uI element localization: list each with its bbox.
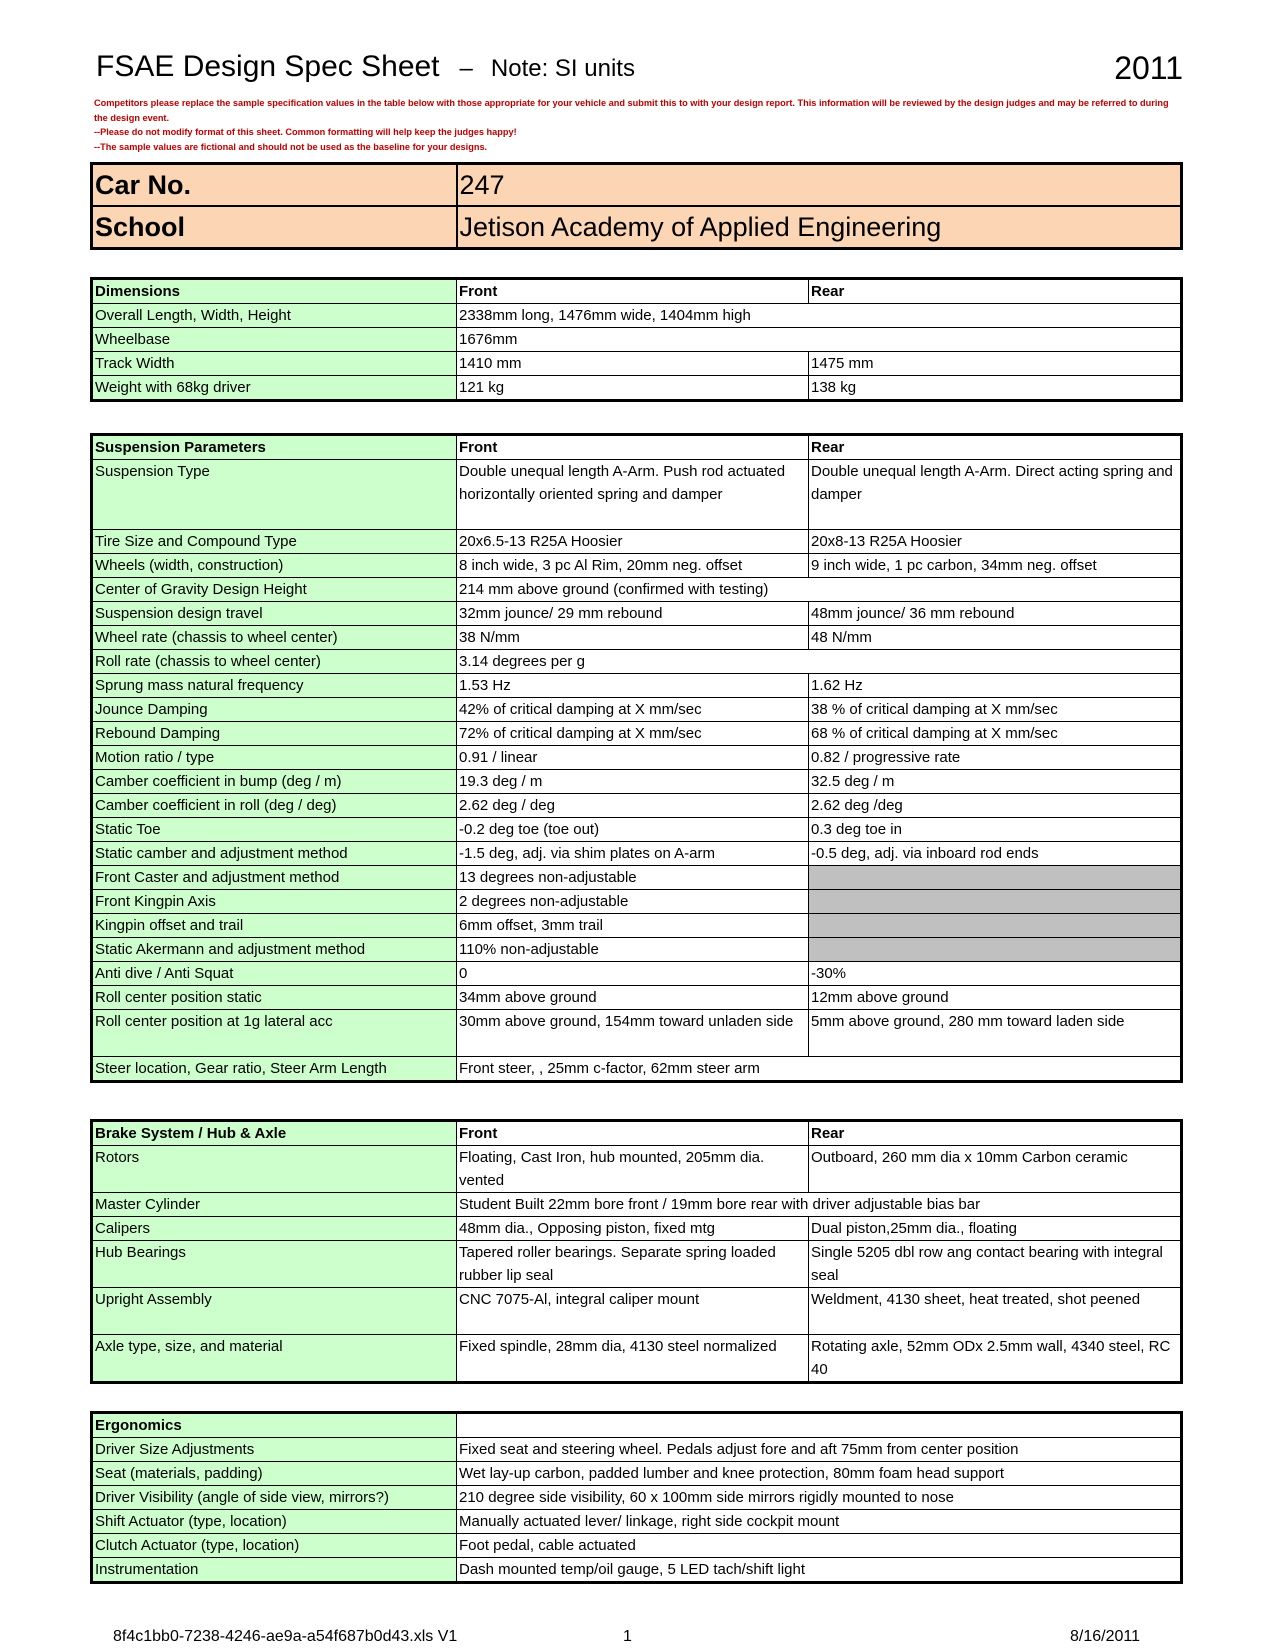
spec-row bbox=[92, 1486, 1182, 1510]
title-text: FSAE Design Spec Sheet bbox=[96, 50, 440, 83]
rear-value: 1475 mm bbox=[809, 352, 1182, 376]
rear-value: 138 kg bbox=[809, 376, 1182, 401]
front-value: 38 N/mm bbox=[457, 626, 809, 650]
footer-filename: 8f4c1bb0-7238-4246-ae9a-a54f687b0d43.xls V1 bbox=[113, 1628, 458, 1645]
car-number-value: 247 bbox=[457, 164, 1182, 207]
spec-value: 210 degree side visibility, 60 x 100mm side mirrors rigidly mounted to nose bbox=[457, 1486, 1182, 1510]
rear-value: Weldment, 4130 sheet, heat treated, shot peened bbox=[809, 1288, 1182, 1335]
page-title bbox=[96, 50, 635, 84]
spec-label: Clutch Actuator (type, location) bbox=[92, 1534, 457, 1558]
footer-page-number: 1 bbox=[623, 1628, 632, 1645]
front-value: -0.2 deg toe (toe out) bbox=[457, 818, 809, 842]
spec-label: Rebound Damping bbox=[92, 722, 457, 746]
spec-row bbox=[92, 650, 1182, 674]
spec-value: 214 mm above ground (confirmed with testing) bbox=[457, 578, 1182, 602]
section-header-row bbox=[92, 279, 1182, 304]
suspension-parameters-table bbox=[90, 433, 1183, 1083]
rear-value: 2.62 deg /deg bbox=[809, 794, 1182, 818]
spec-label: Motion ratio / type bbox=[92, 746, 457, 770]
rear-value: 20x8-13 R25A Hoosier bbox=[809, 530, 1182, 554]
spec-row bbox=[92, 578, 1182, 602]
spec-label: Jounce Damping bbox=[92, 698, 457, 722]
spec-row bbox=[92, 842, 1182, 866]
spec-row bbox=[92, 1534, 1182, 1558]
spec-row bbox=[92, 352, 1182, 376]
spec-row bbox=[92, 460, 1182, 530]
spec-row bbox=[92, 866, 1182, 890]
spec-label: Sprung mass natural frequency bbox=[92, 674, 457, 698]
spec-label: Calipers bbox=[92, 1217, 457, 1241]
section-title: Ergonomics bbox=[92, 1413, 457, 1438]
rear-value-na bbox=[809, 914, 1182, 938]
spec-row bbox=[92, 328, 1182, 352]
front-value: 110% non-adjustable bbox=[457, 938, 809, 962]
spec-label: Hub Bearings bbox=[92, 1241, 457, 1288]
front-value: Tapered roller bearings. Separate spring loaded rubber lip seal bbox=[457, 1241, 809, 1288]
spec-value: Foot pedal, cable actuated bbox=[457, 1534, 1182, 1558]
spec-value: 3.14 degrees per g bbox=[457, 650, 1182, 674]
front-value: CNC 7075-Al, integral caliper mount bbox=[457, 1288, 809, 1335]
brake-system-hub-axle-table bbox=[90, 1119, 1183, 1384]
front-value: 1410 mm bbox=[457, 352, 809, 376]
front-value: 48mm dia., Opposing piston, fixed mtg bbox=[457, 1217, 809, 1241]
spec-value: 2338mm long, 1476mm wide, 1404mm high bbox=[457, 304, 1182, 328]
spec-label: Camber coefficient in roll (deg / deg) bbox=[92, 794, 457, 818]
front-value: 0 bbox=[457, 962, 809, 986]
spec-label: Weight with 68kg driver bbox=[92, 376, 457, 401]
spec-label: Suspension Type bbox=[92, 460, 457, 530]
section-header-row bbox=[92, 1121, 1182, 1146]
spec-value: Student Built 22mm bore front / 19mm bore rear with driver adjustable bias bar bbox=[457, 1193, 1182, 1217]
rear-value: 68 % of critical damping at X mm/sec bbox=[809, 722, 1182, 746]
car-number-label: Car No. bbox=[92, 164, 457, 207]
school-value: Jetison Academy of Applied Engineering bbox=[457, 206, 1182, 249]
spec-label: Static Toe bbox=[92, 818, 457, 842]
front-value: 2.62 deg / deg bbox=[457, 794, 809, 818]
front-header bbox=[457, 1413, 1182, 1438]
year-label: 2011 bbox=[1114, 50, 1183, 86]
spec-label: Seat (materials, padding) bbox=[92, 1462, 457, 1486]
spec-label: Driver Size Adjustments bbox=[92, 1438, 457, 1462]
instruction-line: Competitors please replace the sample specification values in the table below with those appropriate for your vehicle and submit this to with your design report. This information will be reviewed by the design judges and may be referred to during the design event. bbox=[94, 98, 1169, 123]
spec-row bbox=[92, 626, 1182, 650]
front-value: 32mm jounce/ 29 mm rebound bbox=[457, 602, 809, 626]
rear-value: 1.62 Hz bbox=[809, 674, 1182, 698]
rear-value: Double unequal length A-Arm. Direct acting spring and damper bbox=[809, 460, 1182, 530]
rear-value: 38 % of critical damping at X mm/sec bbox=[809, 698, 1182, 722]
spec-value: Dash mounted temp/oil gauge, 5 LED tach/shift light bbox=[457, 1558, 1182, 1583]
spec-label: Overall Length, Width, Height bbox=[92, 304, 457, 328]
spec-row bbox=[92, 1558, 1182, 1583]
spec-label: Wheel rate (chassis to wheel center) bbox=[92, 626, 457, 650]
spec-row bbox=[92, 1438, 1182, 1462]
spec-label: Steer location, Gear ratio, Steer Arm Length bbox=[92, 1057, 457, 1082]
section-title: Suspension Parameters bbox=[92, 435, 457, 460]
spec-row bbox=[92, 722, 1182, 746]
instruction-line: --Please do not modify format of this sheet. Common formatting will help keep the judges happy! bbox=[94, 127, 517, 137]
spec-row bbox=[92, 986, 1182, 1010]
front-value: 30mm above ground, 154mm toward unladen side bbox=[457, 1010, 809, 1057]
rear-value: 32.5 deg / m bbox=[809, 770, 1182, 794]
front-value: 8 inch wide, 3 pc Al Rim, 20mm neg. offset bbox=[457, 554, 809, 578]
spec-row bbox=[92, 304, 1182, 328]
spec-row bbox=[92, 1241, 1182, 1288]
spec-row bbox=[92, 962, 1182, 986]
spec-row bbox=[92, 938, 1182, 962]
section-header-row bbox=[92, 435, 1182, 460]
spec-row bbox=[92, 602, 1182, 626]
rear-value-na bbox=[809, 890, 1182, 914]
rear-value: 0.82 / progressive rate bbox=[809, 746, 1182, 770]
front-header: Front bbox=[457, 279, 809, 304]
spec-label: Rotors bbox=[92, 1146, 457, 1193]
rear-value: 48mm jounce/ 36 mm rebound bbox=[809, 602, 1182, 626]
front-value: Double unequal length A-Arm. Push rod actuated horizontally oriented spring and damper bbox=[457, 460, 809, 530]
front-value: 2 degrees non-adjustable bbox=[457, 890, 809, 914]
title-dash: – bbox=[459, 55, 473, 82]
school-row bbox=[92, 206, 1182, 249]
ergonomics-table bbox=[90, 1411, 1183, 1584]
spec-row bbox=[92, 1335, 1182, 1383]
spec-value: Fixed seat and steering wheel. Pedals adjust fore and aft 75mm from center position bbox=[457, 1438, 1182, 1462]
spec-label: Wheels (width, construction) bbox=[92, 554, 457, 578]
spec-row bbox=[92, 1010, 1182, 1057]
spec-row bbox=[92, 1193, 1182, 1217]
rear-value: -30% bbox=[809, 962, 1182, 986]
spec-row bbox=[92, 746, 1182, 770]
spec-row bbox=[92, 530, 1182, 554]
spec-label: Camber coefficient in bump (deg / m) bbox=[92, 770, 457, 794]
footer-date: 8/16/2011 bbox=[1070, 1628, 1140, 1645]
front-value: 1.53 Hz bbox=[457, 674, 809, 698]
front-value: 6mm offset, 3mm trail bbox=[457, 914, 809, 938]
spec-label: Static camber and adjustment method bbox=[92, 842, 457, 866]
spec-label: Anti dive / Anti Squat bbox=[92, 962, 457, 986]
front-value: -1.5 deg, adj. via shim plates on A-arm bbox=[457, 842, 809, 866]
spec-label: Shift Actuator (type, location) bbox=[92, 1510, 457, 1534]
rear-value: 48 N/mm bbox=[809, 626, 1182, 650]
spec-row bbox=[92, 698, 1182, 722]
spec-row bbox=[92, 818, 1182, 842]
spec-value: Front steer, , 25mm c-factor, 62mm steer arm bbox=[457, 1057, 1182, 1082]
spec-label: Instrumentation bbox=[92, 1558, 457, 1583]
front-value: 19.3 deg / m bbox=[457, 770, 809, 794]
section-header-row bbox=[92, 1413, 1182, 1438]
section-title: Brake System / Hub & Axle bbox=[92, 1121, 457, 1146]
spec-label: Tire Size and Compound Type bbox=[92, 530, 457, 554]
spec-label: Axle type, size, and material bbox=[92, 1335, 457, 1383]
spec-label: Wheelbase bbox=[92, 328, 457, 352]
spec-value: Wet lay-up carbon, padded lumber and knee protection, 80mm foam head support bbox=[457, 1462, 1182, 1486]
spec-label: Upright Assembly bbox=[92, 1288, 457, 1335]
car-number-row bbox=[92, 164, 1182, 207]
front-value: 121 kg bbox=[457, 376, 809, 401]
spec-row bbox=[92, 1217, 1182, 1241]
spec-label: Front Caster and adjustment method bbox=[92, 866, 457, 890]
front-value: Fixed spindle, 28mm dia, 4130 steel normalized bbox=[457, 1335, 809, 1383]
rear-header: Rear bbox=[809, 1121, 1182, 1146]
spec-label: Kingpin offset and trail bbox=[92, 914, 457, 938]
rear-value: 0.3 deg toe in bbox=[809, 818, 1182, 842]
spec-value: 1676mm bbox=[457, 328, 1182, 352]
front-value: 0.91 / linear bbox=[457, 746, 809, 770]
spec-row bbox=[92, 376, 1182, 401]
spec-row bbox=[92, 554, 1182, 578]
front-value: 34mm above ground bbox=[457, 986, 809, 1010]
spec-label: Roll center position at 1g lateral acc bbox=[92, 1010, 457, 1057]
identity-table bbox=[90, 162, 1183, 250]
spec-row bbox=[92, 1462, 1182, 1486]
front-value: 42% of critical damping at X mm/sec bbox=[457, 698, 809, 722]
spec-label: Front Kingpin Axis bbox=[92, 890, 457, 914]
rear-value: Dual piston,25mm dia., floating bbox=[809, 1217, 1182, 1241]
rear-value: Rotating axle, 52mm ODx 2.5mm wall, 4340 steel, RC 40 bbox=[809, 1335, 1182, 1383]
spec-label: Roll center position static bbox=[92, 986, 457, 1010]
rear-value: -0.5 deg, adj. via inboard rod ends bbox=[809, 842, 1182, 866]
instructions bbox=[94, 96, 1184, 154]
rear-value: 12mm above ground bbox=[809, 986, 1182, 1010]
spec-row bbox=[92, 890, 1182, 914]
front-value: 13 degrees non-adjustable bbox=[457, 866, 809, 890]
spec-label: Center of Gravity Design Height bbox=[92, 578, 457, 602]
rear-value-na bbox=[809, 938, 1182, 962]
front-header: Front bbox=[457, 1121, 809, 1146]
rear-value: 5mm above ground, 280 mm toward laden side bbox=[809, 1010, 1182, 1057]
front-value: 72% of critical damping at X mm/sec bbox=[457, 722, 809, 746]
rear-value: Single 5205 dbl row ang contact bearing with integral seal bbox=[809, 1241, 1182, 1288]
rear-value: 9 inch wide, 1 pc carbon, 34mm neg. offset bbox=[809, 554, 1182, 578]
spec-label: Static Akermann and adjustment method bbox=[92, 938, 457, 962]
spec-row bbox=[92, 1057, 1182, 1082]
spec-row bbox=[92, 674, 1182, 698]
spec-row bbox=[92, 914, 1182, 938]
spec-row bbox=[92, 770, 1182, 794]
spec-label: Driver Visibility (angle of side view, mirrors?) bbox=[92, 1486, 457, 1510]
rear-header: Rear bbox=[809, 279, 1182, 304]
spec-label: Suspension design travel bbox=[92, 602, 457, 626]
section-title: Dimensions bbox=[92, 279, 457, 304]
dimensions-table bbox=[90, 277, 1183, 402]
school-label: School bbox=[92, 206, 457, 249]
spec-value: Manually actuated lever/ linkage, right side cockpit mount bbox=[457, 1510, 1182, 1534]
spec-row bbox=[92, 1146, 1182, 1193]
title-note: Note: SI units bbox=[490, 55, 635, 82]
rear-value: Outboard, 260 mm dia x 10mm Carbon ceramic bbox=[809, 1146, 1182, 1193]
spec-row bbox=[92, 1288, 1182, 1335]
rear-value-na bbox=[809, 866, 1182, 890]
spec-row bbox=[92, 1510, 1182, 1534]
spec-label: Track Width bbox=[92, 352, 457, 376]
spec-label: Master Cylinder bbox=[92, 1193, 457, 1217]
front-value: Floating, Cast Iron, hub mounted, 205mm dia. vented bbox=[457, 1146, 809, 1193]
rear-header: Rear bbox=[809, 435, 1182, 460]
spec-label: Roll rate (chassis to wheel center) bbox=[92, 650, 457, 674]
front-value: 20x6.5-13 R25A Hoosier bbox=[457, 530, 809, 554]
instruction-line: --The sample values are fictional and should not be used as the baseline for your designs. bbox=[94, 141, 488, 152]
front-header: Front bbox=[457, 435, 809, 460]
spec-row bbox=[92, 794, 1182, 818]
